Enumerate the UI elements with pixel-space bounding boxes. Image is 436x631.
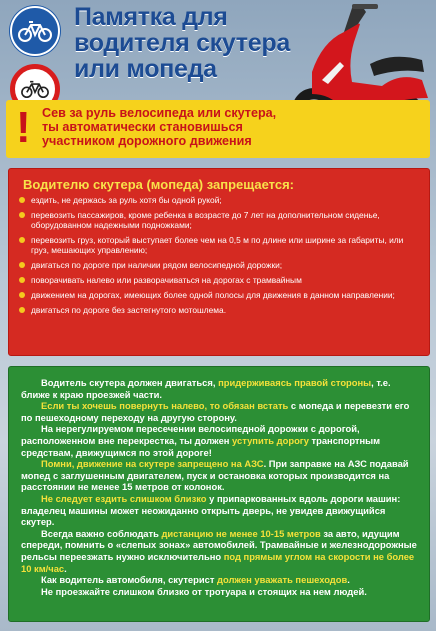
advice-paragraph [21,574,419,586]
advice-highlight: уступить дорогу [232,434,309,446]
advice-text-part: Всегда важно соблюдать [41,527,162,539]
list-item: двигаться по дороге без застегнутого мотошлема. [17,305,422,315]
advice-paragraph [21,400,419,423]
prohibited-box [8,168,430,356]
list-item: перевозить груз, который выступает более чем на 0,5 м по длине или ширине за габариты, или груз, мешающих управлению; [17,235,422,255]
advice-paragraph [21,528,419,574]
advice-highlight: должен уважать пешеходов [217,574,348,586]
advice-highlight: Если ты хочешь повернуть налево, то обязан встать [41,400,289,412]
advice-text-part: , т.е. ближе к краю проезжей части. [21,377,391,400]
advice-highlight: дистанцию не менее 10-15 метров [161,527,321,539]
page-title: Памятка для водителя скутера или мопеда [74,3,290,83]
advice-text-part: . [347,574,350,586]
advice-text-part: . [64,562,67,574]
advice-text-part: транспортным средствам, движущимся по этой дороге! [21,434,381,458]
advice-text-part: Как водитель автомобиля, скутерист [41,574,218,586]
advice-text-part: На нерегулируемом пересечении велосипедной дорожки с дорогой, расположенном вне перекрестка, ты должен [21,423,360,446]
advice-text [21,377,419,597]
advice-highlight: под прямым углом на скорости не более 10 км/час [21,550,415,574]
advice-text-part: Водитель скутера должен двигаться, [41,377,219,388]
advice-highlight: Помни, движение на скутере запрещено на АЗС [41,458,264,470]
advice-paragraph [21,458,419,493]
advice-paragraph [21,493,419,528]
advice-text-part: у припаркованных вдоль дороги машин: владелец машины может неожиданно открыть дверь, не увидев движущийся скутер. [21,492,401,528]
advice-paragraph [21,377,419,400]
exclamation-icon: ! [16,103,31,152]
list-item: двигаться по дороге при наличии рядом велосипедной дорожки; [17,260,422,270]
list-item: перевозить пассажиров, кроме ребенка в возрасте до 7 лет на дополнительном сиденье, оборудованном надежными подножками; [17,210,422,230]
list-item: ездить, не держась за руль хотя бы одной рукой; [17,195,422,205]
advice-highlight: Не следует ездить слишком близко [41,492,207,504]
list-item: поворачивать налево или разворачиваться на дорогах с трамвайным [17,275,422,285]
advice-paragraph: Не проезжайте слишком близко от тротуара и стоящих на нем людей. [41,585,367,597]
advice-text-part: за авто, идущим спереди, помнить о «слепых зонах» автомобилей. Трамвайные и железнодорожные рельсы переезжать нужно исключительно [21,527,417,562]
prohibited-heading: Водителю скутера (мопеда) запрещается: [23,177,294,192]
advice-box [8,366,430,622]
road-signs [10,6,60,114]
advice-highlight: придерживаясь правой стороны [218,377,372,388]
warning-text: Сев за руль велосипеда или скутера, ты автоматически становишься участником дорожного движения [42,106,277,148]
advice-text-part: с мопеда и перевезти его по пешеходному переходу на другую сторону. [21,400,410,423]
advice-paragraph [21,423,419,458]
warning-banner [6,100,430,158]
advice-text-part: . При заправке на АЗС подавай мопед с заглушенным двигателем, пуск и остановка которых производится на расстоянии не менее 15 метров от колонок. [21,458,409,493]
prohibited-list [17,195,422,320]
list-item: движением на дорогах, имеющих более одной полосы для движения в данном направлении; [17,290,422,300]
bicycle-path-sign-icon [10,6,60,56]
